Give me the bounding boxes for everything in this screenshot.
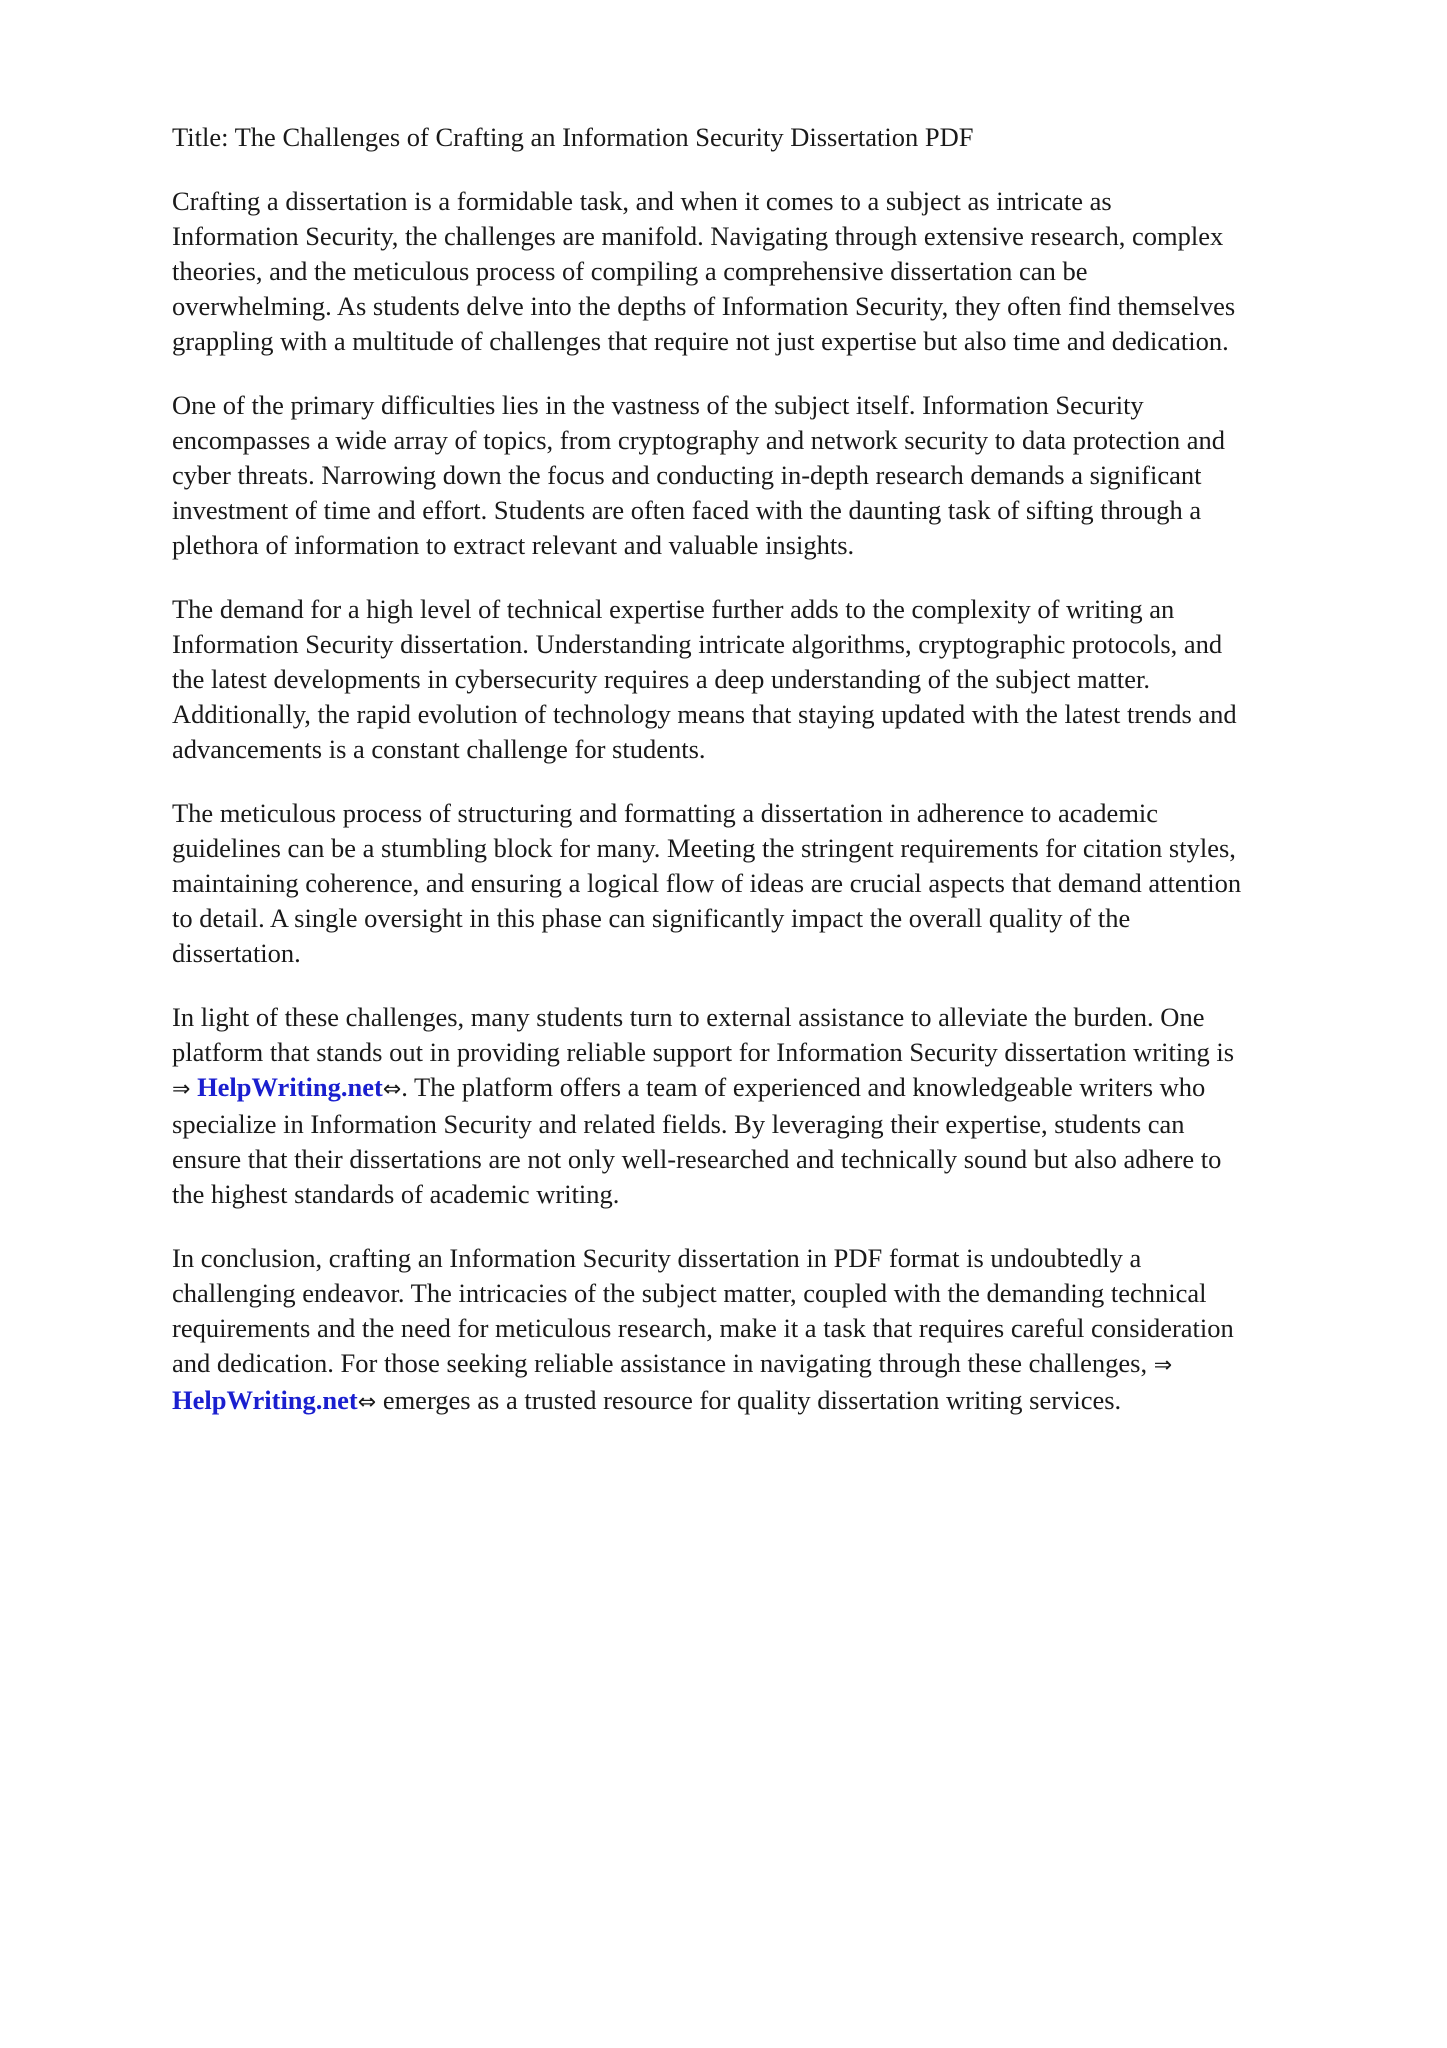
text-line: requirements and the need for meticulous research, make it a task that requires careful consideration [172, 1313, 1234, 1343]
text-line-with-link [172, 1383, 1372, 1420]
text-line: the latest developments in cybersecurity requires a deep understanding of the subject matter. [172, 664, 1150, 694]
text-line: ensure that their dissertations are not only well-researched and technically sound but also adhere to [172, 1144, 1222, 1174]
text-line: investment of time and effort. Students are often faced with the daunting task of sifting through a [172, 495, 1202, 525]
paragraph-vastness [172, 388, 1372, 563]
text-line: overwhelming. As students delve into the depths of Information Security, they often find themselves [172, 291, 1236, 321]
text-line: Crafting a dissertation is a formidable task, and when it comes to a subject as intricate as [172, 186, 1112, 216]
text-line: specialize in Information Security and related fields. By leveraging their expertise, students can [172, 1109, 1185, 1139]
text-line: One of the primary difficulties lies in the vastness of the subject itself. Information Security [172, 390, 1144, 420]
right-double-arrow-icon: ⇒ [172, 1077, 191, 1102]
text-before-arrow: and dedication. For those seeking reliable assistance in navigating through these challenges, [172, 1348, 1154, 1378]
text-line: grappling with a multitude of challenges that require not just expertise but also time and dedication. [172, 326, 1229, 356]
text-line: maintaining coherence, and ensuring a logical flow of ideas are crucial aspects that demand attention [172, 868, 1242, 898]
paragraph-intro [172, 184, 1372, 359]
text-line: In light of these challenges, many students turn to external assistance to alleviate the burden. One [172, 1002, 1205, 1032]
text-line: encompasses a wide array of topics, from cryptography and network security to data protection and [172, 425, 1226, 455]
text-after-link: . The platform offers a team of experienced and knowledgeable writers who [401, 1072, 1206, 1102]
text-line: plethora of information to extract relevant and valuable insights. [172, 530, 855, 560]
text-line: Information Security dissertation. Understanding intricate algorithms, cryptographic protocols, and [172, 629, 1223, 659]
text-line: The demand for a high level of technical expertise further adds to the complexity of writing an [172, 594, 1175, 624]
helpwriting-link[interactable]: HelpWriting.net [172, 1385, 358, 1415]
paragraph-technical-expertise [172, 592, 1372, 767]
right-double-arrow-icon: ⇒ [1153, 1353, 1173, 1378]
text-line: In conclusion, crafting an Information Security dissertation in PDF format is undoubtedly a [172, 1243, 1142, 1273]
text-line: Information Security, the challenges are manifold. Navigating through extensive research, complex [172, 221, 1224, 251]
text-line: Additionally, the rapid evolution of technology means that staying updated with the latest trends and [172, 699, 1237, 729]
paragraph-formatting [172, 796, 1372, 971]
helpwriting-link[interactable]: HelpWriting.net [197, 1072, 383, 1102]
text-line: the highest standards of academic writing. [172, 1179, 620, 1209]
paragraph-assistance [172, 1000, 1372, 1212]
document-title: Title: The Challenges of Crafting an Information Security Dissertation PDF [172, 122, 974, 152]
text-line: cyber threats. Narrowing down the focus and conducting in-depth research demands a significant [172, 460, 1202, 490]
text-line-with-link [172, 1070, 1372, 1107]
left-right-double-arrow-icon: ⇔ [357, 1390, 377, 1415]
text-line: theories, and the meticulous process of compiling a comprehensive dissertation can be [172, 256, 1088, 286]
text-line: advancements is a constant challenge for students. [172, 734, 706, 764]
text-line: dissertation. [172, 938, 301, 968]
text-line: platform that stands out in providing reliable support for Information Security dissertation writing is [172, 1037, 1235, 1067]
document-page [172, 120, 1372, 1449]
text-line-with-arrow [172, 1346, 1372, 1383]
text-after-link: emerges as a trusted resource for quality dissertation writing services. [376, 1385, 1122, 1415]
text-line: challenging endeavor. The intricacies of the subject matter, coupled with the demanding technical [172, 1278, 1207, 1308]
left-right-double-arrow-icon: ⇔ [382, 1077, 402, 1102]
paragraph-conclusion [172, 1241, 1372, 1420]
text-line: guidelines can be a stumbling block for many. Meeting the stringent requirements for citation styles, [172, 833, 1236, 863]
text-line: to detail. A single oversight in this phase can significantly impact the overall quality of the [172, 903, 1131, 933]
text-line: The meticulous process of structuring and formatting a dissertation in adherence to academic [172, 798, 1159, 828]
